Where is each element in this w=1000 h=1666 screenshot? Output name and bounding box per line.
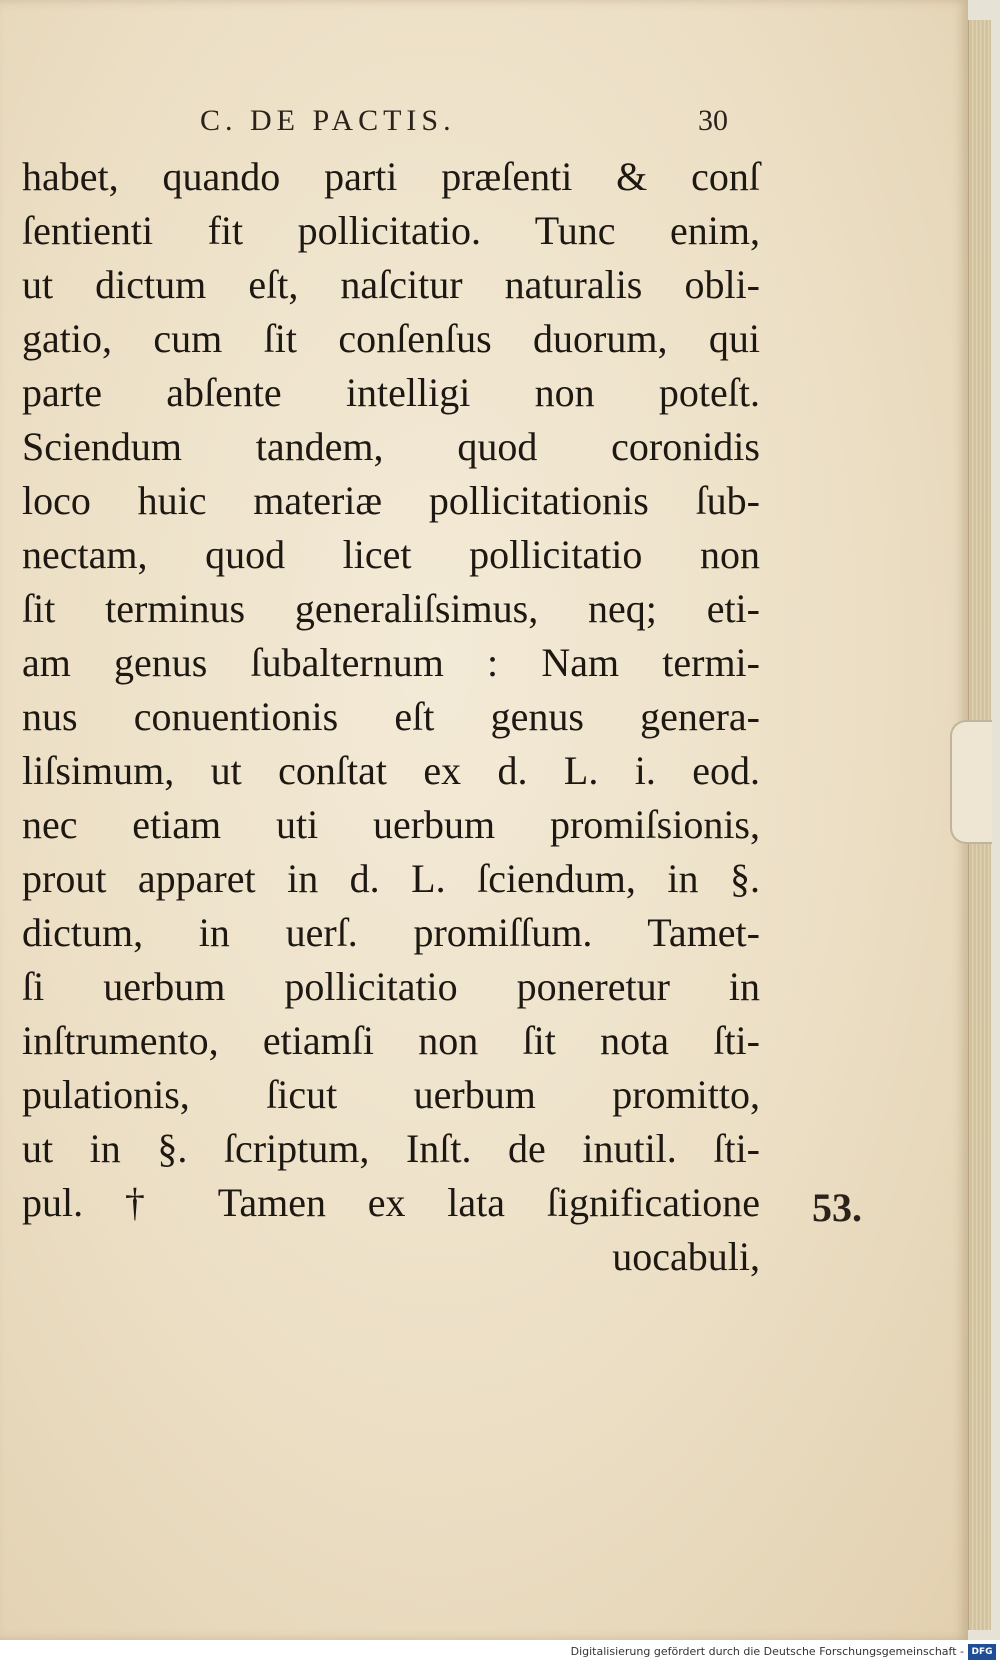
dfg-logo-icon: DFG (968, 1644, 996, 1660)
marginal-number: 53. (812, 1185, 862, 1230)
text-line: ut in §. ſcriptum, Inſt. de inutil. ſti- (22, 1126, 760, 1171)
text-line: liſsimum, ut conſtat ex d. L. i. eod. (22, 748, 760, 793)
text-line: loco huic materiæ pollicitationis ſub- (22, 478, 760, 523)
text-line: nec etiam uti uerbum promiſsionis, (22, 802, 760, 847)
funding-credit: Digitalisierung gefördert durch die Deutsche Forschungsgemeinschaft - (570, 1645, 964, 1658)
text-line: am genus ſubalternum : Nam termi- (22, 640, 760, 685)
text-line: prout apparet in d. L. ſciendum, in §. (22, 856, 760, 901)
text-line: dictum, in uerſ. promiſſum. Tamet- (22, 910, 760, 955)
catchword: uocabuli, (612, 1234, 760, 1279)
text-line: ut dictum eſt, naſcitur naturalis obli- (22, 262, 760, 307)
text-line: nus conuentionis eſt genus genera- (22, 694, 760, 739)
text-line: nectam, quod licet pollicitatio non (22, 532, 760, 577)
page-tab-marker (950, 720, 992, 844)
body-text (22, 150, 782, 1284)
text-line: ſentienti fit pollicitatio. Tunc enim, (22, 208, 760, 253)
footer-bar (0, 1640, 1000, 1666)
text-line: Sciendum tandem, quod coronidis (22, 424, 760, 469)
text-line: gatio, cum ſit conſenſus duorum, qui (22, 316, 760, 361)
running-head-title: C. DE PACTIS. (200, 104, 456, 137)
text-line: pul. † Tamen ex lata ſignificatione (22, 1180, 760, 1225)
text-line: pulationis, ſicut uerbum promitto, (22, 1072, 760, 1117)
text-line: ſi uerbum pollicitatio poneretur in (22, 964, 760, 1009)
folio-number: 30 (698, 104, 728, 137)
text-line: parte abſente intelligi non poteſt. (22, 370, 760, 415)
text-line: habet, quando parti præſenti & conſ (22, 154, 760, 199)
running-head (0, 104, 968, 144)
text-line: ſit terminus generaliſsimus, neq; eti- (22, 586, 760, 631)
text-line: inſtrumento, etiamſi non ſit nota ſti- (22, 1018, 760, 1063)
